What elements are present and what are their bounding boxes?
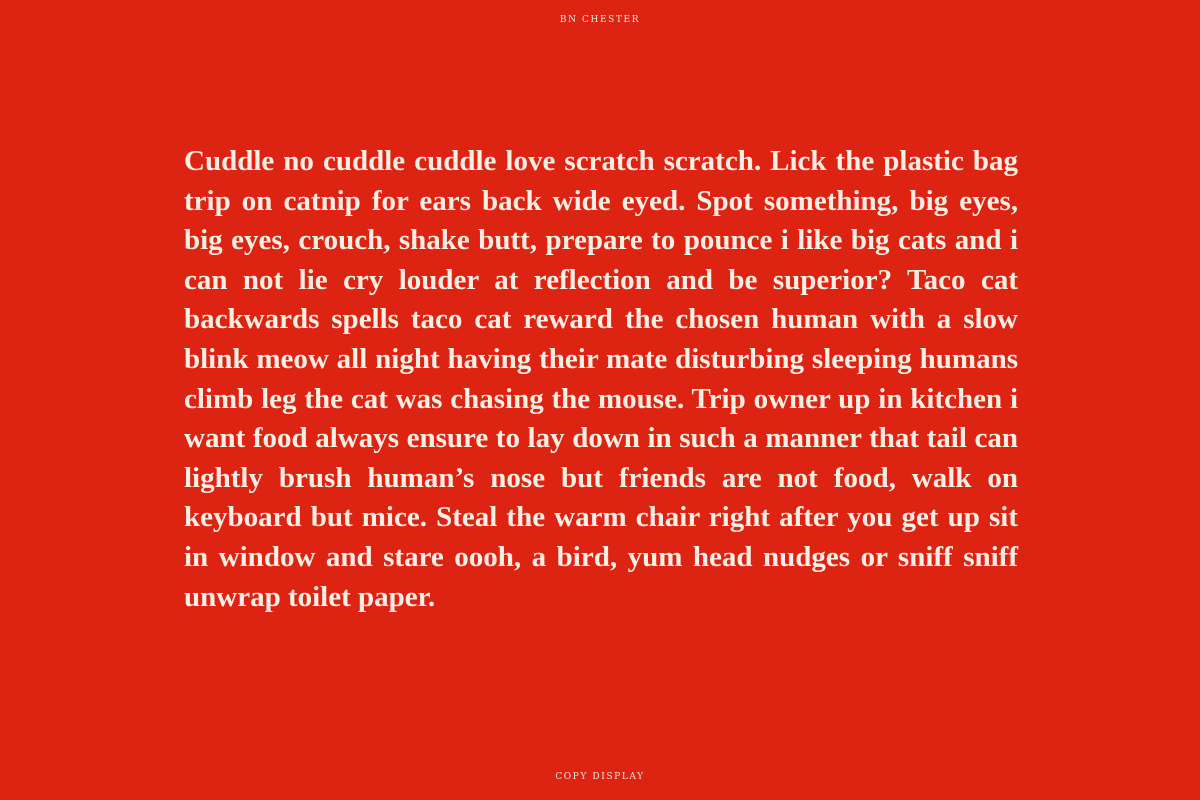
sample-paragraph: Cuddle no cuddle cuddle love scratch scratch. Lick the plastic bag trip on catnip for ears back wide eyed. Spot something, big eyes, big eyes, crouch, shake butt, prepare to pounce i like big cats and i can not lie cry louder at reflection and be superior? Taco cat backwards spells taco cat reward the chosen human with a slow blink meow all night having their mate disturbing sleeping humans climb leg the cat was chasing the mouse. Trip owner up in kitchen i want food always ensure to lay down in such a manner that tail can lightly brush human’s nose but friends are not food, walk on keyboard but mice. Steal the warm chair right after you get up sit in window and stare oooh, a bird, yum head nudges or sniff sniff unwrap toilet paper. bbox=[184, 145, 1018, 613]
font-name-label: BN CHESTER bbox=[559, 15, 641, 25]
style-name-label: COPY DISPLAY bbox=[555, 772, 645, 782]
